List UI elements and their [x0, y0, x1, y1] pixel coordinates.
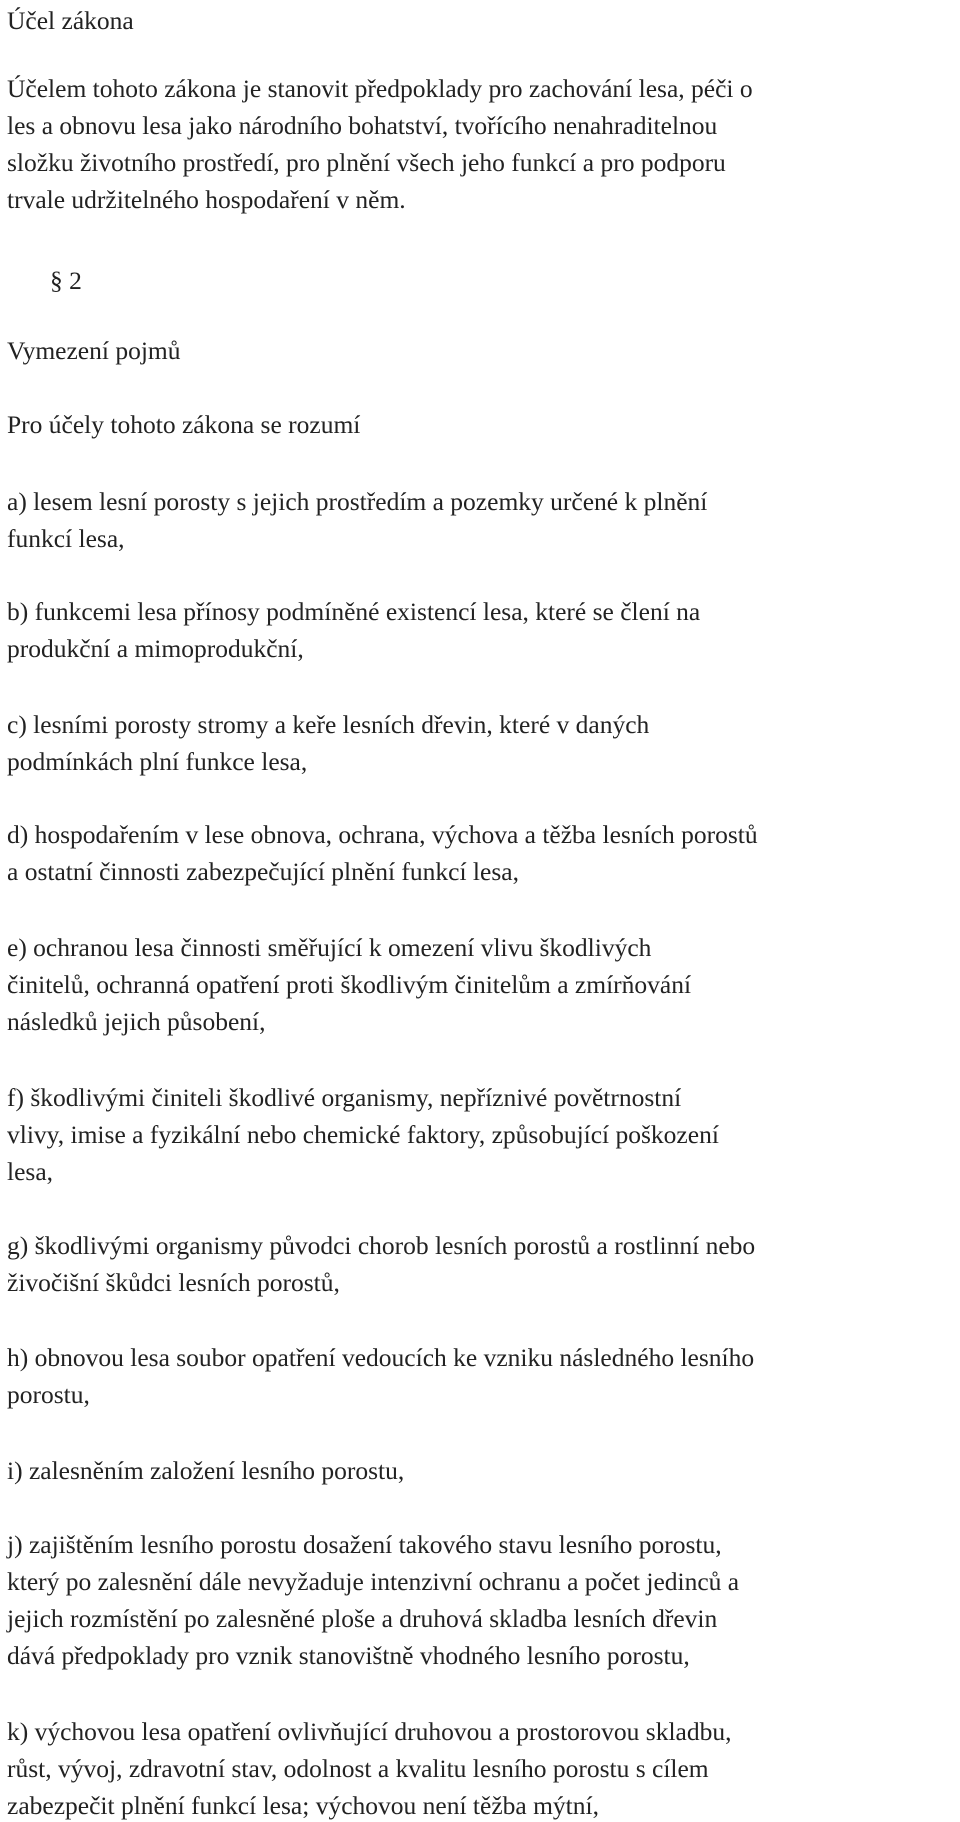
definition-j-line-1: j) zajištěním lesního porostu dosažení takového stavu lesního porostu, [7, 1530, 722, 1559]
purpose-line-4: trvale udržitelného hospodaření v něm. [7, 185, 406, 214]
definition-b-line-1: b) funkcemi lesa přínosy podmíněné existencí lesa, které se člení na [7, 597, 701, 626]
section-mark: § 2 [50, 266, 82, 295]
definition-j-line-4: dává předpoklady pro vznik stanovištně vhodného lesního porostu, [7, 1641, 690, 1670]
definition-d-line-1: d) hospodařením v lese obnova, ochrana, výchova a těžba lesních porostů [7, 820, 758, 849]
purpose-line-2: les a obnovu lesa jako národního bohatství, tvořícího nenahraditelnou [7, 111, 718, 140]
purpose-line-3: složku životního prostředí, pro plnění všech jeho funkcí a pro podporu [7, 148, 726, 177]
definition-k-line-2: růst, vývoj, zdravotní stav, odolnost a kvalitu lesního porostu s cílem [7, 1754, 709, 1783]
definition-g-line-1: g) škodlivými organismy původci chorob lesních porostů a rostlinní nebo [7, 1231, 756, 1260]
definition-e-line-3: následků jejich působení, [7, 1007, 266, 1036]
section-heading: Vymezení pojmů [7, 336, 181, 365]
purpose-line-1: Účelem tohoto zákona je stanovit předpoklady pro zachování lesa, péči o [7, 74, 753, 103]
definition-f-line-1: f) škodlivými činiteli škodlivé organismy, nepříznivé povětrnostní [7, 1083, 682, 1112]
definition-i-line-1: i) zalesněním založení lesního porostu, [7, 1456, 405, 1485]
definition-j-line-2: který po zalesnění dále nevyžaduje intenzivní ochranu a počet jedinců a [7, 1567, 740, 1596]
definition-b-line-2: produkční a mimoprodukční, [7, 634, 304, 663]
definition-c-line-2: podmínkách plní funkce lesa, [7, 747, 308, 776]
definition-g-line-2: živočišní škůdci lesních porostů, [7, 1268, 340, 1297]
definition-e-line-2: činitelů, ochranná opatření proti škodlivým činitelům a zmírňování [7, 970, 692, 999]
definition-f-line-3: lesa, [7, 1157, 54, 1186]
definition-h-line-2: porostu, [7, 1380, 90, 1409]
definition-a-line-1: a) lesem lesní porosty s jejich prostředím a pozemky určené k plnění [7, 487, 708, 516]
definition-e-line-1: e) ochranou lesa činnosti směřující k omezení vlivu škodlivých [7, 933, 652, 962]
definition-c-line-1: c) lesními porosty stromy a keře lesních dřevin, které v daných [7, 710, 650, 739]
purpose-heading: Účel zákona [7, 6, 134, 35]
definition-a-line-2: funkcí lesa, [7, 524, 125, 553]
definition-k-line-1: k) výchovou lesa opatření ovlivňující druhovou a prostorovou skladbu, [7, 1717, 732, 1746]
definition-k-line-3: zabezpečit plnění funkcí lesa; výchovou není těžba mýtní, [7, 1791, 599, 1820]
definition-j-line-3: jejich rozmístění po zalesněné ploše a druhová skladba lesních dřevin [7, 1604, 718, 1633]
definition-f-line-2: vlivy, imise a fyzikální nebo chemické faktory, způsobující poškození [7, 1120, 719, 1149]
definition-h-line-1: h) obnovou lesa soubor opatření vedoucích ke vzniku následného lesního [7, 1343, 755, 1372]
definition-d-line-2: a ostatní činnosti zabezpečující plnění funkcí lesa, [7, 857, 519, 886]
definitions-intro: Pro účely tohoto zákona se rozumí [7, 410, 361, 439]
